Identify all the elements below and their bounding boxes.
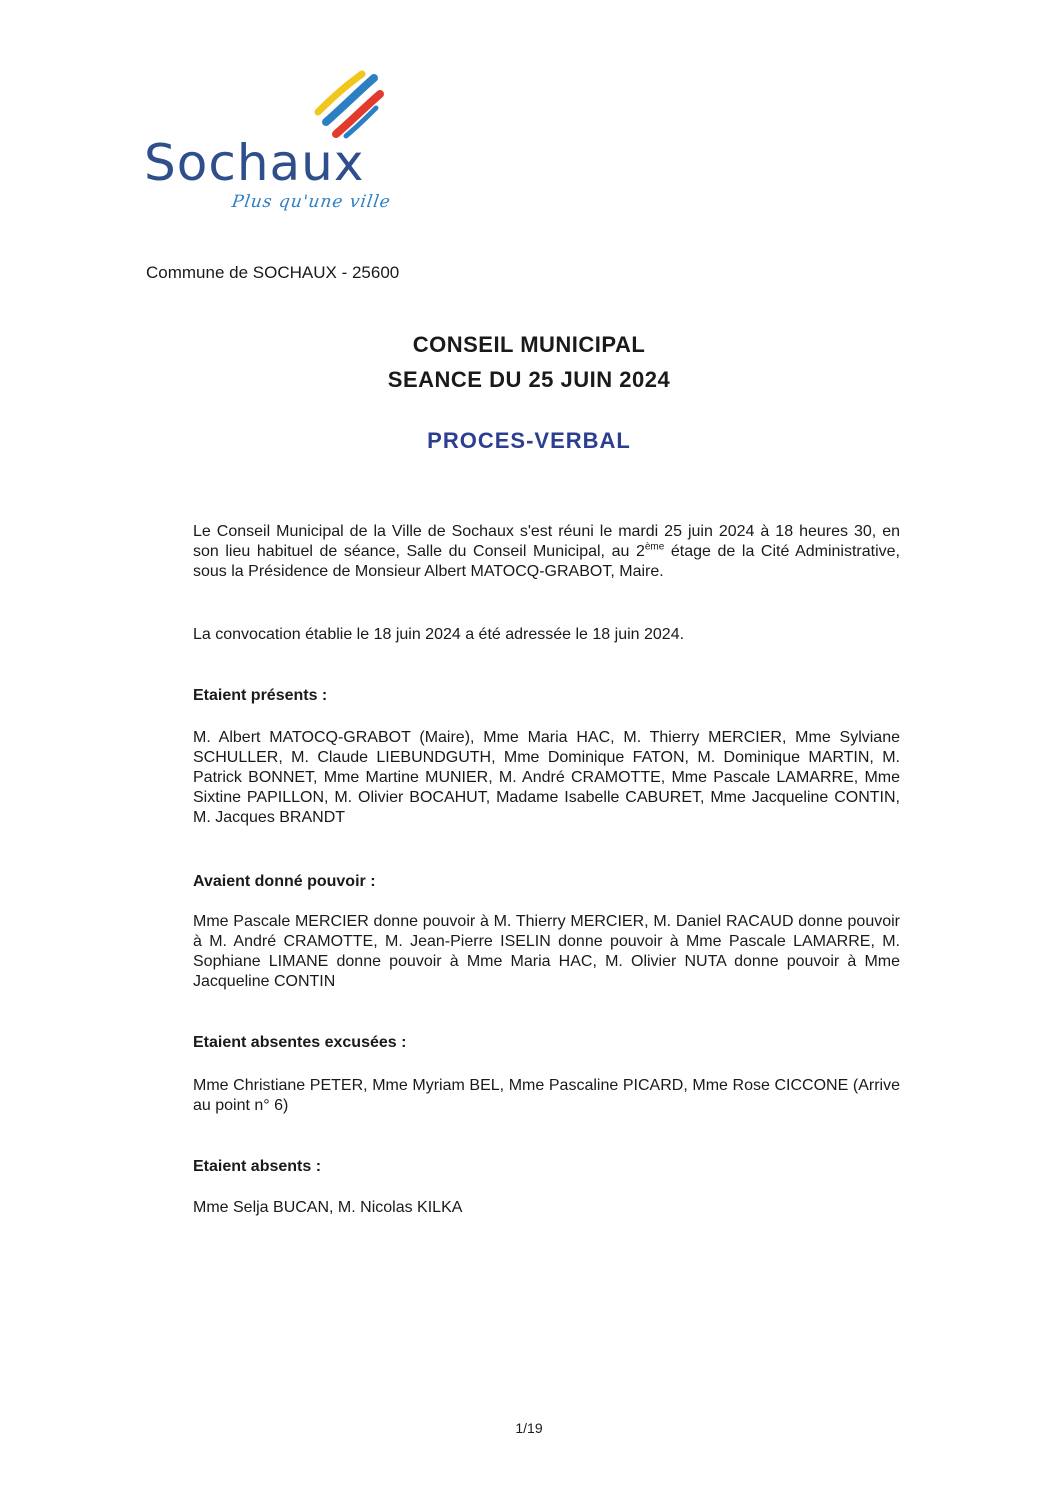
intro-superscript: ème — [644, 541, 665, 553]
absents-list: Mme Selja BUCAN, M. Nicolas KILKA — [193, 1199, 463, 1216]
heading-excusees: Etaient absentes excusées : — [193, 1034, 407, 1051]
heading-presents: Etaient présents : — [193, 687, 328, 704]
title-proces-verbal: PROCES-VERBAL — [427, 428, 631, 453]
sochaux-logo — [140, 70, 440, 220]
intro-text-1: Le Conseil Municipal de la Ville de Sochaux s'est réuni le mardi 25 juin 2024 à 18 heures 30, en son lieu habituel de séance, Salle du Conseil Municipal, au 2 — [193, 523, 900, 560]
heading-absents: Etaient absents : — [193, 1158, 322, 1175]
pouvoirs-list: Mme Pascale MERCIER donne pouvoir à M. Thierry MERCIER, M. Daniel RACAUD donne pouvoir à M. André CRAMOTTE, M. Jean-Pierre ISELIN donne pouvoir à Mme Pascale LAMARRE, M. Sophiane LIMANE donne pouvoir à Mme Maria HAC, M. Olivier NUTA donne pouvoir à Mme Jacqueline CONTIN — [193, 913, 900, 990]
intro-paragraph — [193, 522, 900, 582]
intro-text-2: étage de la Cité Administrative, sous la Présidence de Monsieur Albert MATOCQ-GRABOT, Maire. — [193, 543, 900, 580]
logo-tagline: Plus qu'une ville — [230, 192, 393, 212]
convocation-paragraph: La convocation établie le 18 juin 2024 a été adressée le 18 juin 2024. — [193, 626, 685, 643]
presents-list: M. Albert MATOCQ-GRABOT (Maire), Mme Maria HAC, M. Thierry MERCIER, Mme Sylviane SCHULLER, M. Claude LIEBUNDGUTH, Mme Dominique FATON, M. Dominique MARTIN, M. Patrick BONNET, Mme Martine MUNIER, M. André CRAMOTTE, Mme Pascale LAMARRE, Mme Sixtine PAPILLON, M. Olivier BOCAHUT, Madame Isabelle CABURET, Mme Jacqueline CONTIN, M. Jacques BRANDT — [193, 729, 900, 826]
excusees-list: Mme Christiane PETER, Mme Myriam BEL, Mme Pascaline PICARD, Mme Rose CICCONE (Arrive au point n° 6) — [193, 1077, 900, 1114]
page-number: 1/19 — [515, 1420, 543, 1436]
commune-header: Commune de SOCHAUX - 25600 — [146, 263, 400, 282]
title-conseil: CONSEIL MUNICIPAL — [412, 332, 646, 357]
logo-wordmark: Sochaux — [144, 134, 365, 192]
title-seance: SEANCE DU 25 JUIN 2024 — [387, 367, 671, 392]
heading-pouvoirs: Avaient donné pouvoir : — [193, 873, 376, 890]
